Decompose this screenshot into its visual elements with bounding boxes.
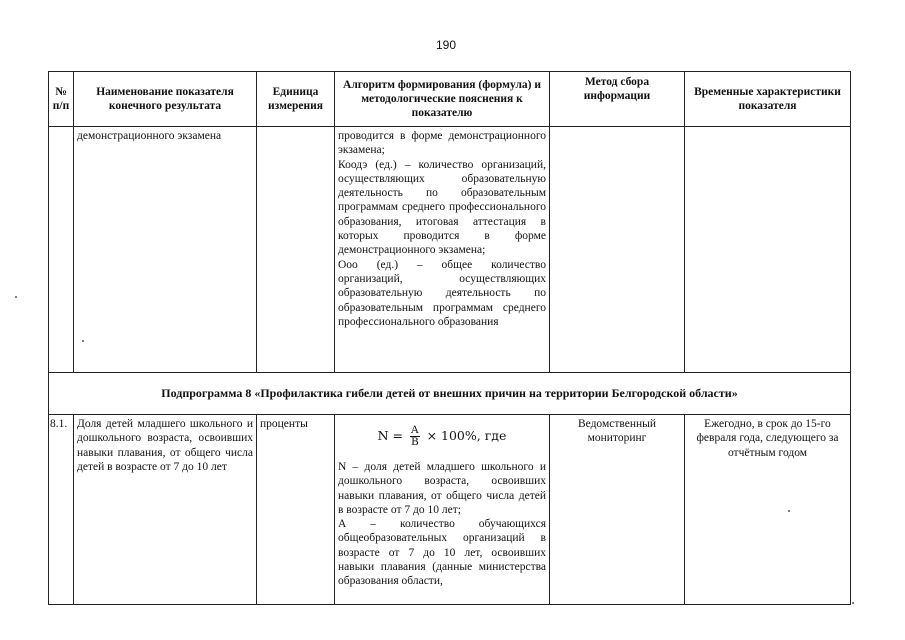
subprogram-title: Подпрограмма 8 «Профилактика гибели детей от внешних причин на территории Белгородской области» bbox=[49, 373, 851, 415]
header-num: № п/п bbox=[49, 72, 74, 127]
header-time: Временные характеристики показателя bbox=[685, 72, 851, 127]
table-row bbox=[49, 127, 851, 373]
indicators-table bbox=[48, 71, 851, 605]
row1-algorithm-p2: Коодэ (ед.) – количество организаций, осуществляющих образовательную деятельность по образовательным программам среднего профессионального образования, итоговая аттестация в которых проводится в форме демонстрационного экзамена; bbox=[338, 158, 546, 257]
page-number: 190 bbox=[436, 38, 457, 52]
row1-method bbox=[550, 127, 685, 373]
formula-left: N = bbox=[377, 428, 404, 443]
row1-algorithm-p1: проводится в форме демонстрационного экзамена; bbox=[338, 130, 546, 157]
row2-algorithm bbox=[335, 415, 550, 605]
subprogram-row bbox=[49, 373, 851, 415]
row1-num bbox=[49, 127, 74, 373]
row2-method: Ведомственный мониторинг bbox=[550, 415, 685, 605]
row1-name: демонстрационного экзамена bbox=[74, 127, 257, 373]
row2-unit: проценты bbox=[257, 415, 335, 605]
header-algorithm: Алгоритм формирования (формула) и методологические пояснения к показателю bbox=[335, 72, 550, 127]
formula-right: × 100%, где bbox=[426, 428, 507, 443]
table-row bbox=[49, 415, 851, 605]
scan-speck bbox=[788, 510, 790, 512]
header-unit: Единица измерения bbox=[257, 72, 335, 127]
formula bbox=[338, 425, 546, 448]
formula-numerator: A bbox=[411, 424, 419, 436]
row2-time: Ежегодно, в срок до 15-го февраля года, следующего за отчётным годом bbox=[685, 415, 851, 605]
row1-unit bbox=[257, 127, 335, 373]
row2-algorithm-p1: N – доля детей младшего школьного и дошкольного возраста, освоивших навыки плавания, от общего числа детей в возрасте от 7 до 10 лет; bbox=[338, 461, 546, 516]
row1-algorithm-p3: Ооо (ед.) – общее количество организаций, осуществляющих образовательную деятельность по образовательным программам среднего профессионального образования bbox=[338, 258, 546, 328]
header-row bbox=[49, 72, 851, 127]
row2-name: Доля детей младшего школьного и дошкольного возраста, освоивших навыки плавания, от общего числа детей в возрасте от 7 до 10 лет bbox=[74, 415, 257, 605]
formula-fraction bbox=[410, 425, 420, 448]
row2-num: 8.1. bbox=[49, 415, 74, 605]
row1-time bbox=[685, 127, 851, 373]
scan-speck bbox=[852, 602, 854, 604]
header-method: Метод сбора информации bbox=[550, 72, 685, 127]
formula-denominator: B bbox=[410, 436, 419, 448]
row1-algorithm bbox=[335, 127, 550, 373]
scan-speck bbox=[15, 296, 17, 298]
scan-speck bbox=[82, 340, 84, 342]
header-name: Наименование показателя конечного результата bbox=[74, 72, 257, 127]
row2-algorithm-p2: А – количество обучающихся общеобразовательных организаций в возрасте от 7 до 10 лет, освоивших навыки плавания (данные министерства образования области, bbox=[338, 518, 546, 588]
